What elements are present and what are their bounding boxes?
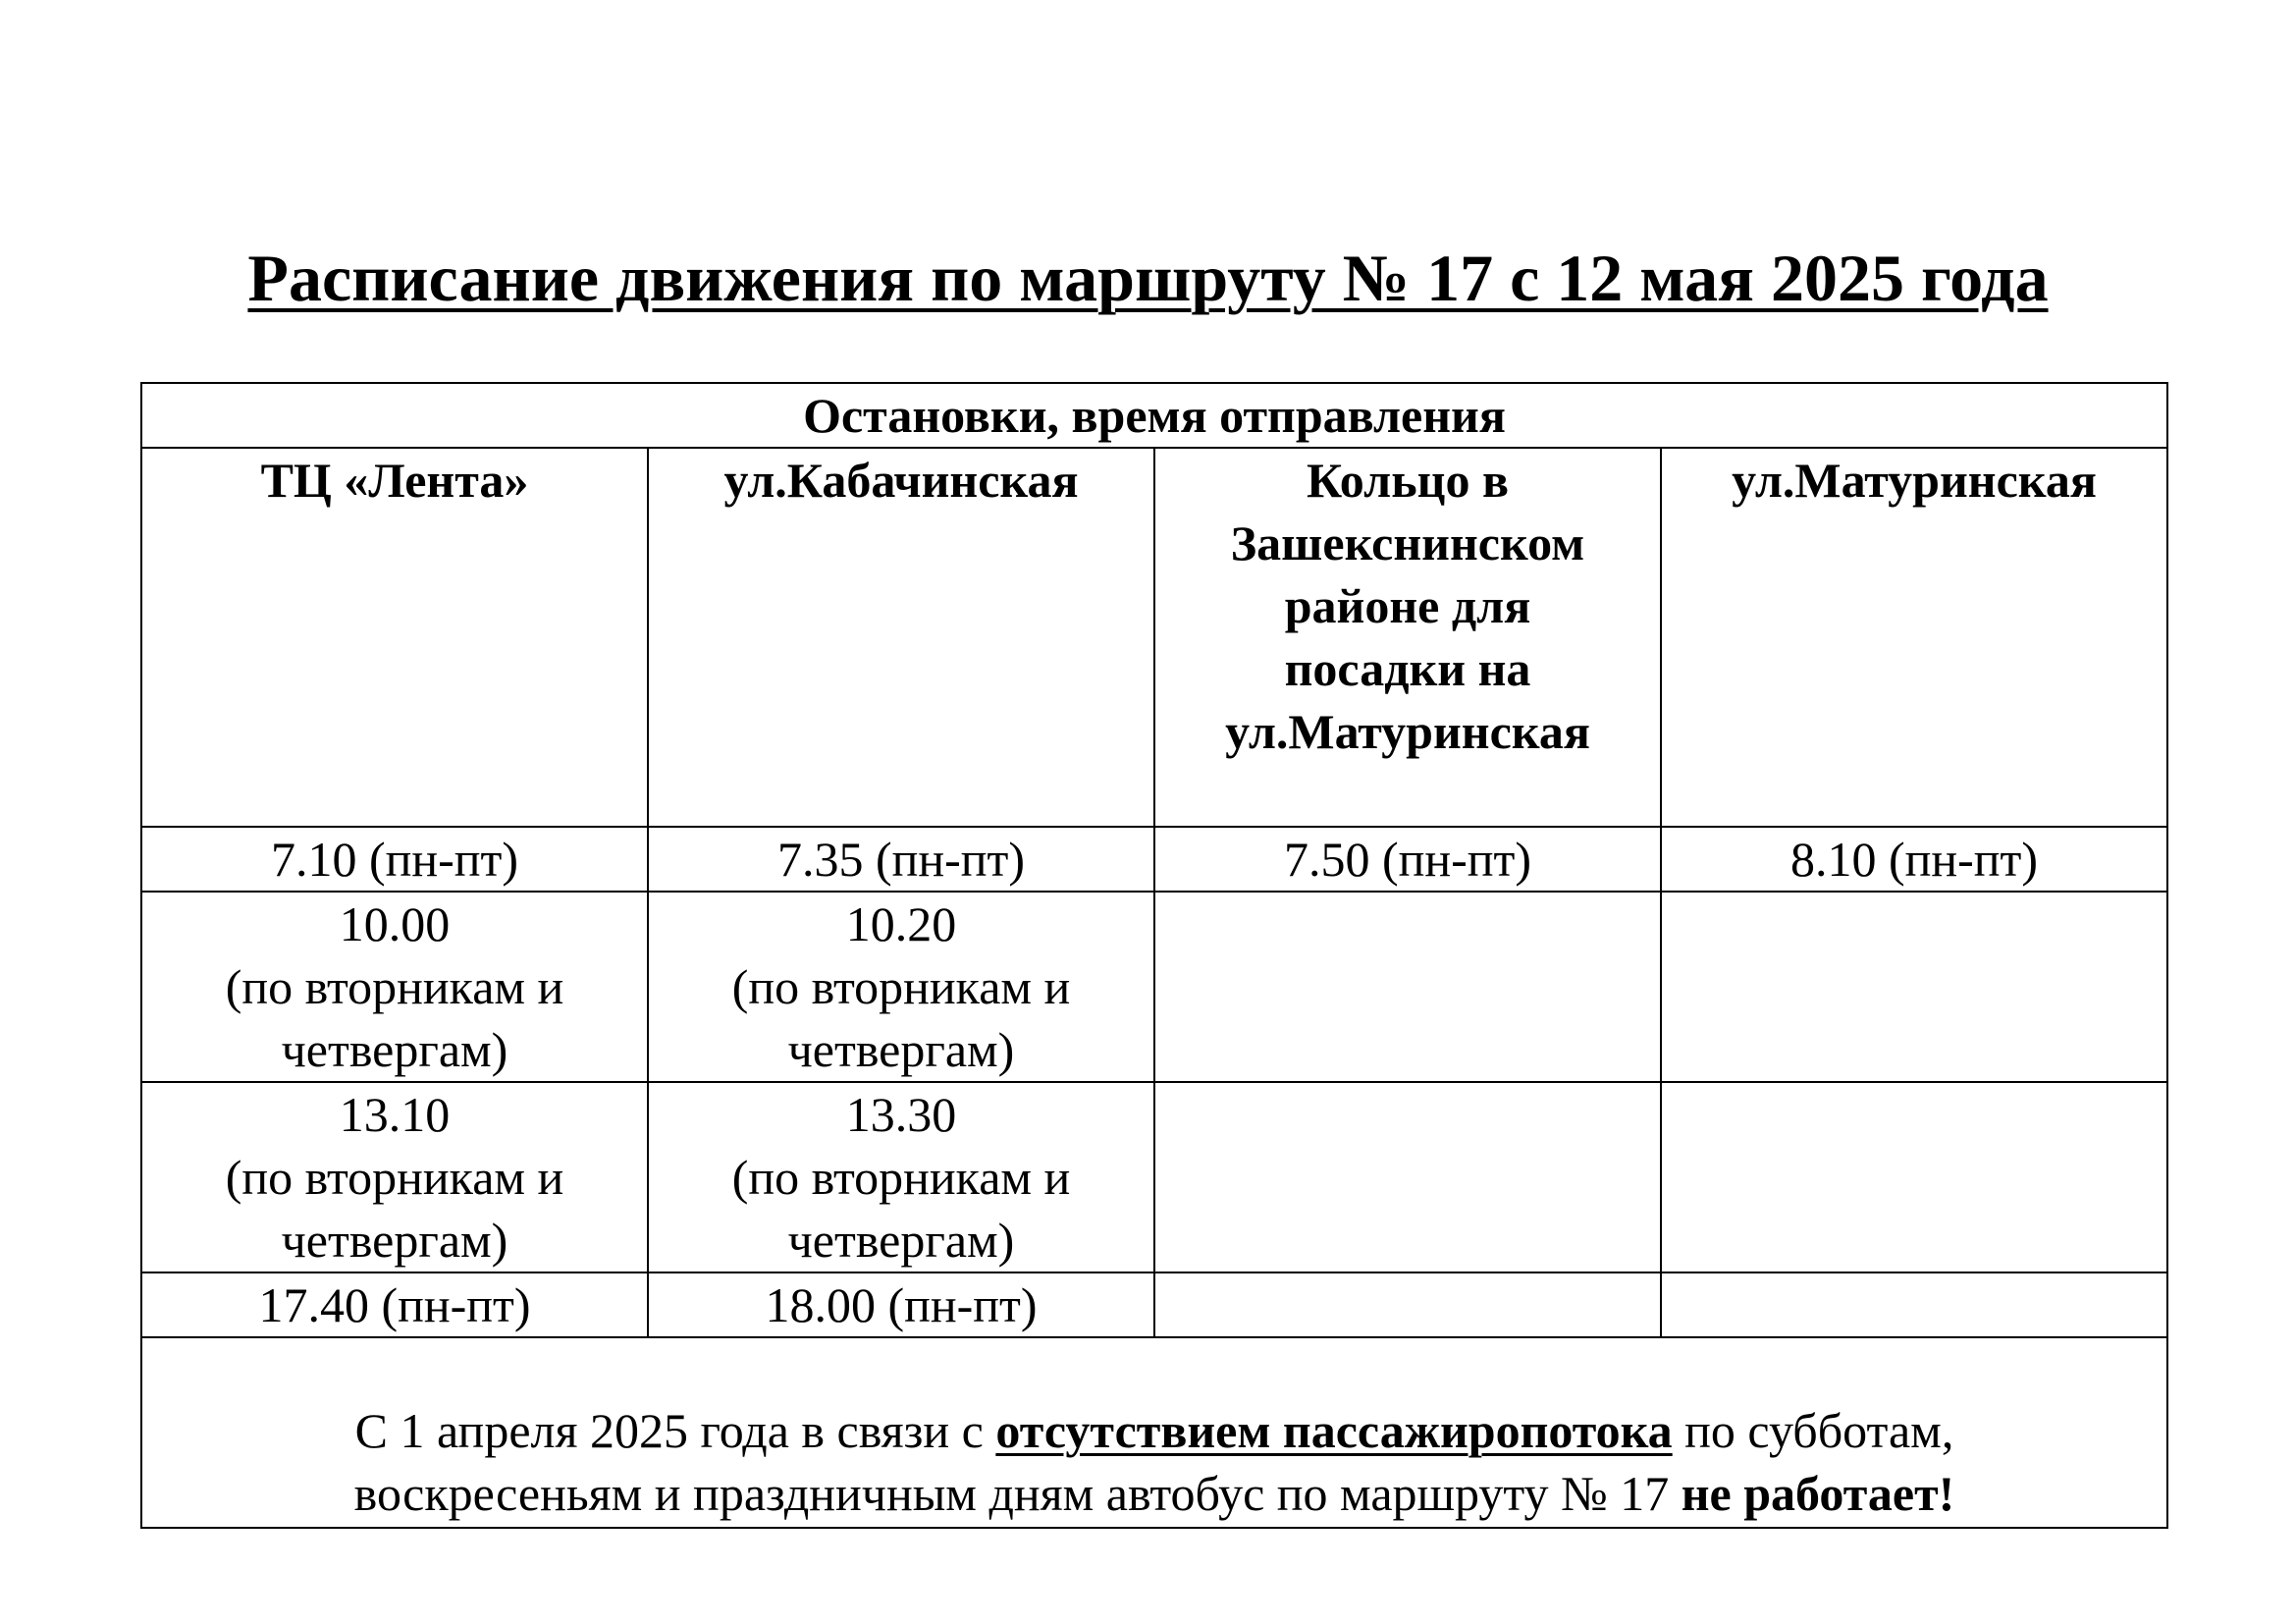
time-line: 17.40 (пн-пт) [258, 1277, 531, 1332]
note-part2: по субботам, [1672, 1403, 1954, 1458]
empty-cell [1154, 1272, 1661, 1337]
time-line: 13.10 [339, 1087, 451, 1142]
stop-header-kabachinskaya [648, 448, 1154, 827]
time-cell [648, 827, 1154, 892]
stop-header-line: районе для [1284, 578, 1531, 633]
empty-cell [1661, 1082, 2167, 1272]
time-cell [648, 1082, 1154, 1272]
stop-header-maturinskaya [1661, 448, 2167, 827]
time-line: 7.50 (пн-пт) [1283, 832, 1532, 887]
time-line: (по вторникам и [731, 959, 1071, 1014]
stop-header-line: Кольцо в [1307, 453, 1509, 508]
empty-cell [1154, 892, 1661, 1082]
service-note-text [152, 1399, 2157, 1527]
empty-cell [1661, 892, 2167, 1082]
time-line: четвергам) [787, 1022, 1015, 1077]
note-part3: воскресеньям и праздничным дням автобус по маршруту № 17 [353, 1466, 1682, 1521]
stop-header-lenta [141, 448, 648, 827]
stop-header-line: ТЦ «Лента» [260, 453, 529, 508]
table-row [141, 1272, 2167, 1337]
time-line: (по вторникам и [225, 959, 564, 1014]
stop-header-line: Зашекснинском [1230, 515, 1585, 570]
time-line: четвергам) [787, 1213, 1015, 1268]
time-cell [648, 1272, 1154, 1337]
note-row [141, 1337, 2167, 1528]
stop-header-line: ул.Матуринская [1732, 453, 2097, 508]
table-row [141, 892, 2167, 1082]
time-cell [141, 1082, 648, 1272]
empty-cell [1661, 1272, 2167, 1337]
time-cell [1154, 827, 1661, 892]
time-line: 10.20 [845, 896, 957, 951]
stop-header-line: посадки на [1284, 641, 1531, 696]
time-cell [141, 892, 648, 1082]
time-line: 18.00 (пн-пт) [765, 1277, 1038, 1332]
stop-header-line: ул.Кабачинская [723, 453, 1079, 508]
service-note-line-1 [152, 1399, 2157, 1462]
time-line: четвергам) [281, 1213, 508, 1268]
time-cell [141, 827, 648, 892]
service-note [141, 1337, 2167, 1528]
span-header-row [141, 383, 2167, 448]
time-line: (по вторникам и [731, 1150, 1071, 1205]
stop-header-ring [1154, 448, 1661, 827]
time-line: 7.35 (пн-пт) [776, 832, 1026, 887]
time-line: четвергам) [281, 1022, 508, 1077]
service-note-line-2 [152, 1462, 2157, 1525]
time-line: (по вторникам и [225, 1150, 564, 1205]
time-cell [1661, 827, 2167, 892]
time-line: 8.10 (пн-пт) [1789, 832, 2039, 887]
page-title: Расписание движения по маршруту № 17 с 12 мая 2025 года [247, 241, 2049, 315]
empty-cell [1154, 1082, 1661, 1272]
note-strong: не работает! [1681, 1466, 1955, 1521]
time-line: 10.00 [339, 896, 451, 951]
time-cell [141, 1272, 648, 1337]
table-row [141, 1082, 2167, 1272]
note-part1: С 1 апреля 2025 года в связи с [354, 1403, 996, 1458]
stops-departure-header: Остановки, время отправления [141, 383, 2167, 448]
time-cell [648, 892, 1154, 1082]
stop-header-line: ул.Матуринская [1225, 704, 1590, 759]
time-line: 7.10 (пн-пт) [270, 832, 519, 887]
time-line: 13.30 [845, 1087, 957, 1142]
schedule-table [140, 382, 2168, 1529]
table-row [141, 827, 2167, 892]
stop-names-row [141, 448, 2167, 827]
note-emphasis: отсутствием пассажиропотока [995, 1403, 1673, 1458]
